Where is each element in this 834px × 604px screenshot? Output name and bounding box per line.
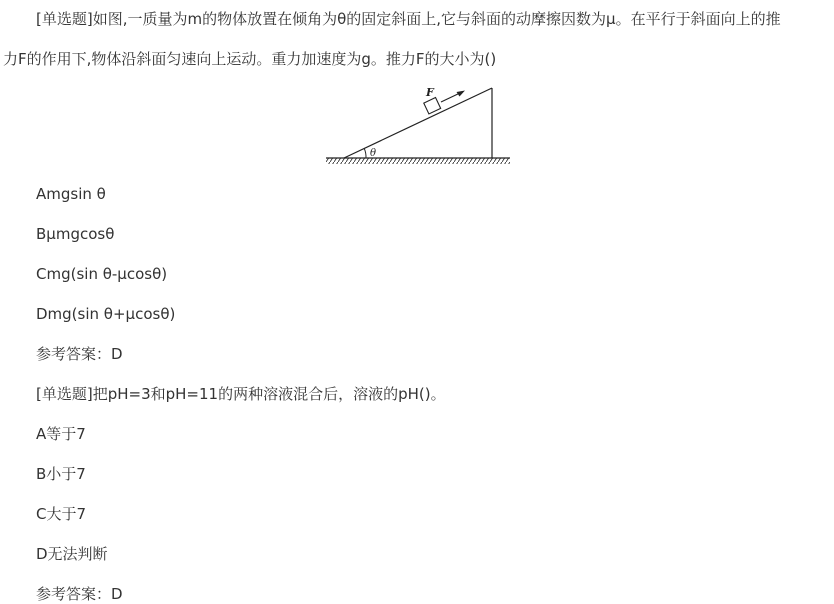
question2-option-c: C大于7 bbox=[36, 505, 87, 523]
ground-hatching bbox=[326, 158, 510, 164]
question2-option-b: B小于7 bbox=[36, 465, 86, 483]
question2-option-d: D无法判断 bbox=[36, 545, 108, 563]
force-arrow bbox=[441, 93, 460, 102]
block bbox=[424, 98, 441, 114]
angle-arc bbox=[364, 149, 366, 158]
angle-label: θ bbox=[370, 148, 377, 159]
question2-option-a: A等于7 bbox=[36, 425, 86, 443]
question1-option-d: Dmg(sin θ+μcosθ) bbox=[36, 305, 176, 323]
question1-option-c: Cmg(sin θ-μcosθ) bbox=[36, 265, 168, 283]
incline-surface bbox=[344, 88, 492, 158]
question1-option-b: Bμmgcosθ bbox=[36, 225, 115, 243]
question1-stem-line1: [单选题]如图,一质量为m的物体放置在倾角为θ的固定斜面上,它与斜面的动摩擦因数为μ。在平行于斜面向上的推 bbox=[36, 10, 781, 28]
incline-diagram bbox=[322, 84, 512, 170]
question1-stem-line2: 力F的作用下,物体沿斜面匀速向上运动。重力加速度为g。推力F的大小为() bbox=[3, 50, 497, 68]
question1-option-a: Amgsin θ bbox=[36, 185, 106, 203]
question1-answer: 参考答案：D bbox=[36, 345, 123, 363]
question2-answer: 参考答案：D bbox=[36, 585, 123, 603]
force-label: F bbox=[426, 86, 434, 99]
question2-stem: [单选题]把pH=3和pH=11的两种溶液混合后，溶液的pH()。 bbox=[36, 385, 446, 403]
force-arrow-head bbox=[457, 91, 466, 97]
